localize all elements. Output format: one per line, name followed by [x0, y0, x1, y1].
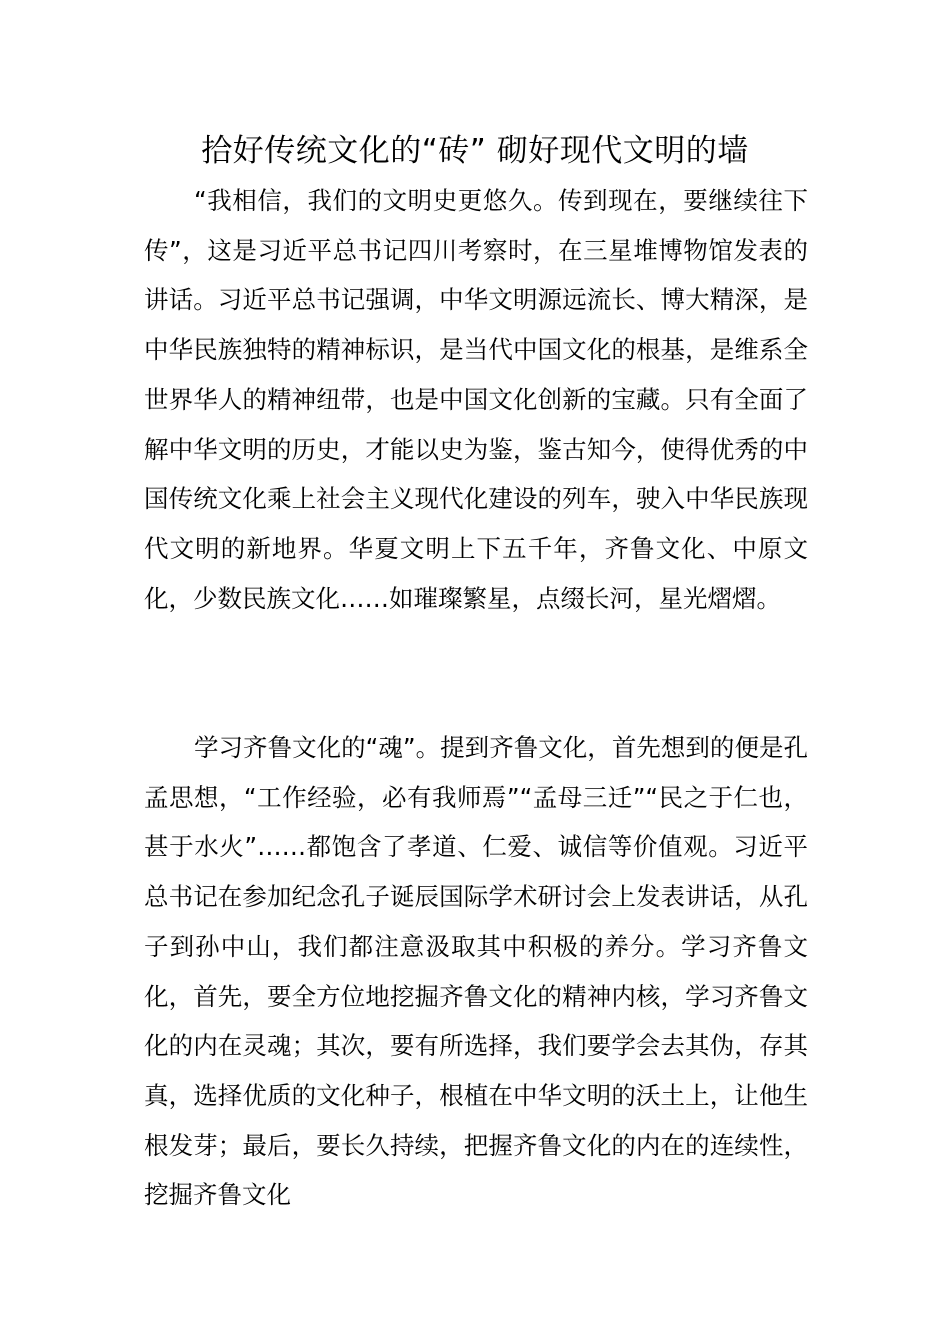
document-title: 拾好传统文化的“砖” 砌好现代文明的墙 [201, 133, 749, 169]
paragraph-2: 学习齐鲁文化的“魂”。提到齐鲁文化，首先想到的便是孔孟思想，“工作经验，必有我师焉”“孟母三迁”“民之于仁也，甚于水火”……都饱含了孝道、仁爱、诚信等价值观。习近平总书记在参加纪念孔子诞辰国际学术研讨会上发表讲话，从孔子到孙中山，我们都注意汲取其中积极的养分。学习齐鲁文化，首先，要全方位地挖掘齐鲁文化的精神内核，学习齐鲁文化的内在灵魂；其次，要有所选择，我们要学会去其伪，存其真，选择优质的文化种子，根植在中华文明的沃土上，让他生根发芽；最后，要长久持续，把握齐鲁文化的内在的连续性，挖掘齐鲁文化 [144, 733, 808, 1210]
paragraph-1: “我相信，我们的文明史更悠久。传到现在，要继续往下传”，这是习近平总书记四川考察时，在三星堆博物馆发表的讲话。习近平总书记强调，中华文明源远流长、博大精深，是中华民族独特的精神标识，是当代中国文化的根基，是维系全世界华人的精神纽带，也是中国文化创新的宝藏。只有全面了解中华文明的历史，才能以史为鉴，鉴古知今，使得优秀的中国传统文化乘上社会主义现代化建设的列车，驶入中华民族现代文明的新地界。华夏文明上下五千年，齐鲁文化、中原文化，少数民族文化……如璀璨繁星，点缀长河，星光熠熠。 [144, 186, 808, 613]
